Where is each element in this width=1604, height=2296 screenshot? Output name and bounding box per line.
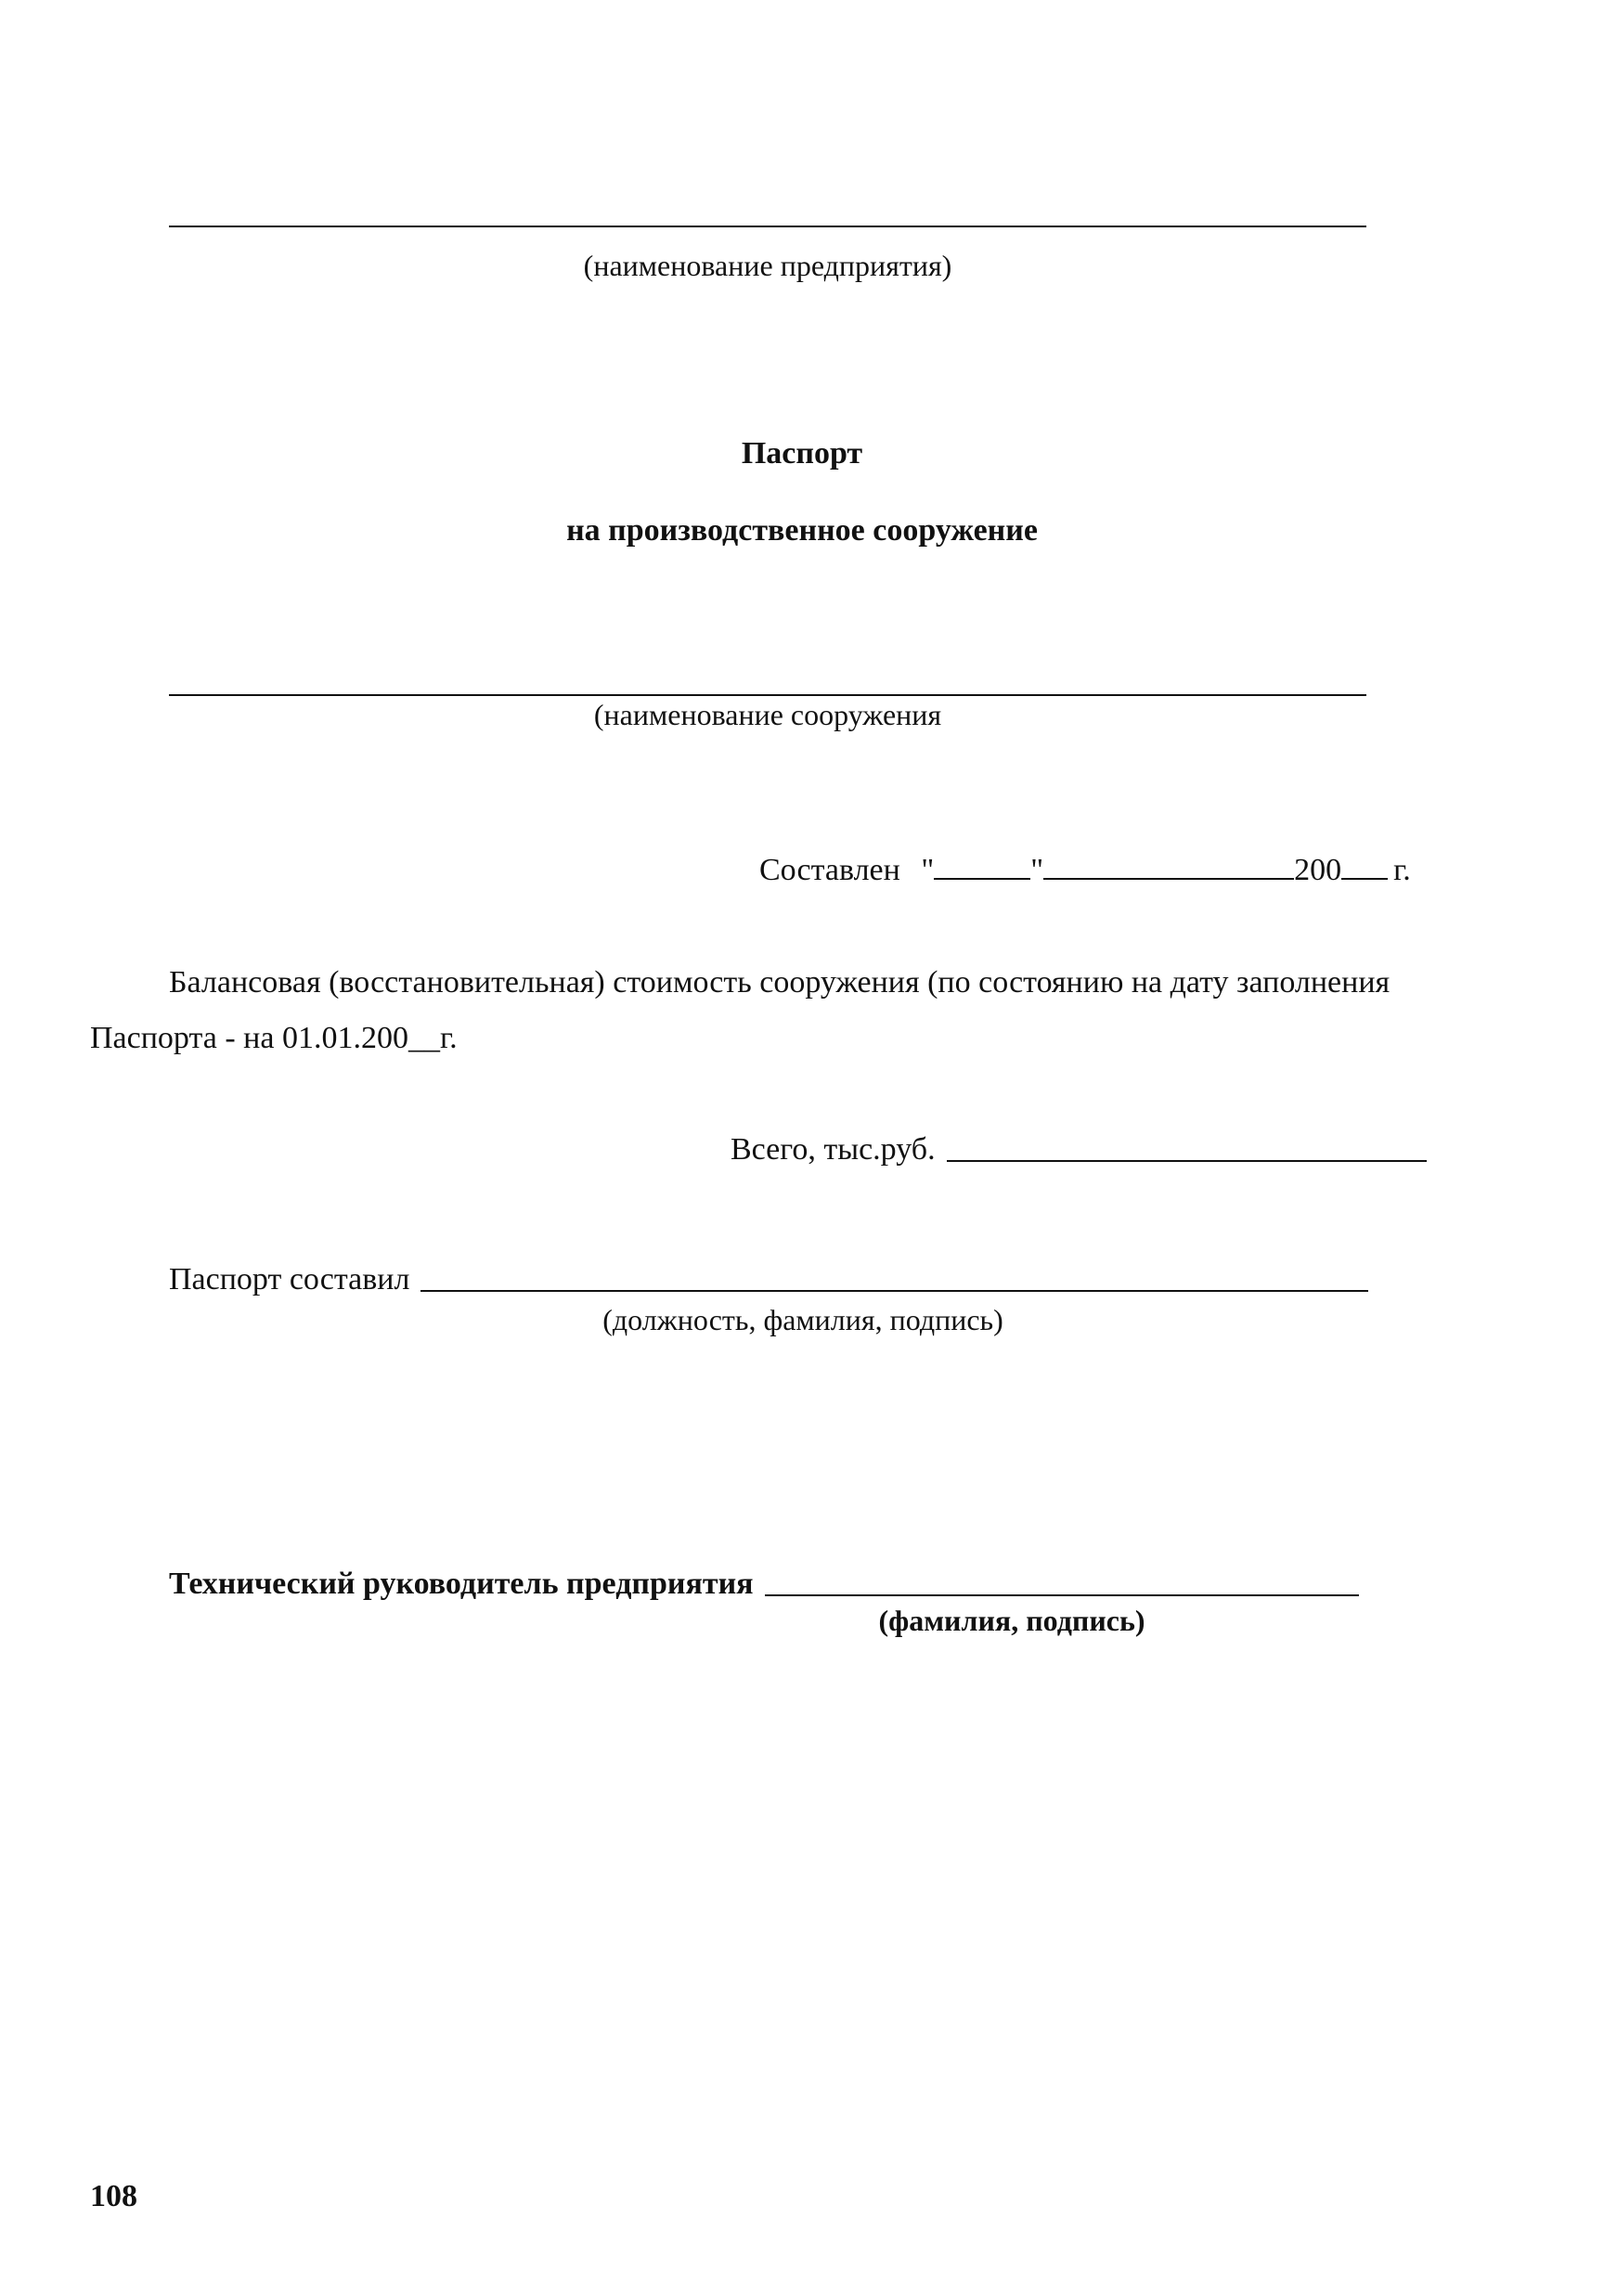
page-number: 108 — [90, 2179, 137, 2213]
structure-name-caption: (наименование сооружения — [593, 698, 942, 731]
compiler-field[interactable] — [420, 1290, 1368, 1292]
compiled-date-row — [759, 852, 1411, 888]
day-blank[interactable] — [934, 852, 1030, 880]
compiler-row — [169, 1262, 1368, 1297]
compiler-label: Паспорт составил — [169, 1262, 410, 1296]
structure-name-line — [169, 694, 1366, 696]
tech-director-label: Технический руководитель предприятия — [169, 1567, 754, 1601]
document-subtitle: на производственное сооружение — [566, 513, 1038, 548]
balance-line-2: Паспорта - на 01.01.200__г. — [90, 1021, 458, 1055]
date-quote-close: " — [1030, 853, 1044, 887]
total-label: Всего, тыс.руб. — [731, 1132, 936, 1167]
year-blank[interactable] — [1341, 852, 1388, 880]
tech-director-caption: (фамилия, подпись) — [878, 1604, 1145, 1637]
total-row — [731, 1132, 1427, 1167]
year-suffix: г. — [1393, 853, 1411, 887]
compiled-label: Составлен — [759, 853, 900, 887]
enterprise-name-caption: (наименование предприятия) — [583, 249, 952, 282]
enterprise-name-line — [169, 226, 1366, 227]
document-title: Паспорт — [741, 436, 863, 471]
total-value-field[interactable] — [947, 1160, 1427, 1162]
balance-line-1: Балансовая (восстановительная) стоимость сооружения (по состоянию на дату заполнения — [169, 965, 1391, 1000]
date-quote-open: " — [921, 853, 935, 887]
tech-director-field[interactable] — [765, 1594, 1359, 1596]
tech-director-row — [169, 1567, 1359, 1602]
year-prefix: 200 — [1294, 853, 1342, 887]
compiler-caption: (должность, фамилия, подпись) — [602, 1303, 1003, 1336]
month-blank[interactable] — [1043, 852, 1294, 880]
